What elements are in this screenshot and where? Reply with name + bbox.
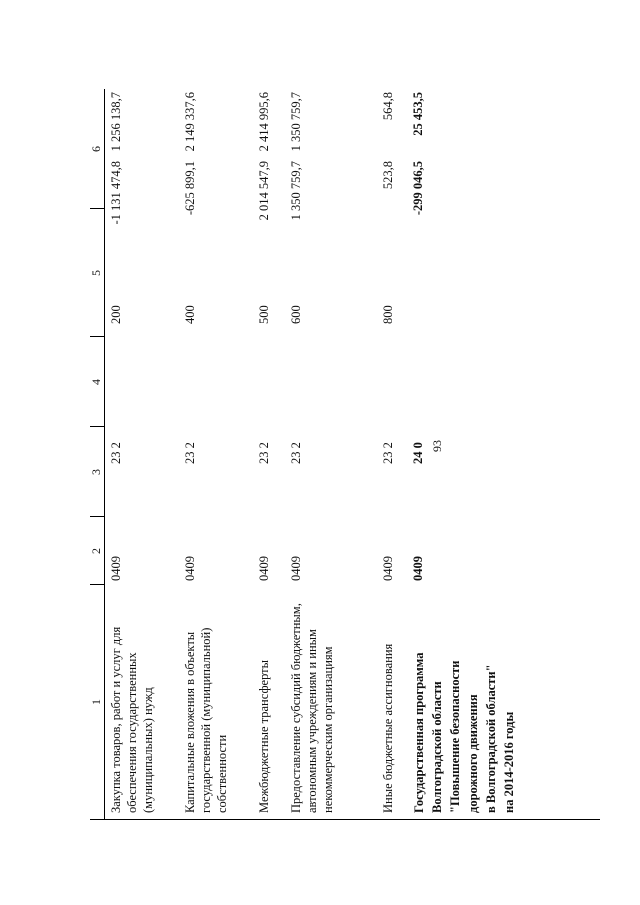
row-amount-change: 523,8 [381, 161, 395, 190]
row-name: Капитальные вложения в объекты государственной (муниципальной) собственности [183, 627, 229, 813]
row-amount-change: -299 046,5 [411, 161, 425, 216]
row-name-line: на 2014-2016 годы [502, 711, 516, 813]
column-header-5: 5 [90, 209, 105, 337]
budget-table [90, 89, 600, 820]
row-name-line: "Повышение безопасности [448, 660, 462, 813]
column-header-2: 2 [90, 517, 105, 585]
header-divider [90, 208, 104, 209]
row-section-code: 0409 [257, 556, 271, 581]
row-amount-change: 2 014 547,9 [257, 161, 271, 221]
row-name: Иные бюджетные ассигнования [381, 643, 395, 813]
header-divider [90, 336, 104, 337]
row-expense-type: 600 [289, 305, 303, 324]
row-amount-total: 2 414 995,6 [257, 92, 271, 152]
row-amount-total: 25 453,5 [411, 92, 425, 136]
row-amount-change: -625 899,1 [183, 161, 197, 216]
row-program-code: 23 2 [109, 442, 123, 464]
row-program-code: 23 2 [257, 442, 271, 464]
row-expense-type: 400 [183, 305, 197, 324]
row-name: Предоставление субсидий бюджетным, автономным учреждениям и иным некоммерческим организациям [289, 603, 335, 813]
row-name: Закупка товаров, работ и услуг для обеспечения государственных (муниципальных) нужд [109, 626, 155, 813]
row-program-code: 24 0 [411, 442, 425, 464]
row-amount-total: 2 149 337,6 [183, 92, 197, 152]
header-divider [90, 426, 104, 427]
row-section-code: 0409 [289, 556, 303, 581]
row-name-line: дорожного движения [466, 694, 480, 813]
row-amount-total: 1 350 759,7 [289, 92, 303, 152]
row-name [410, 653, 518, 813]
header-divider [90, 516, 104, 517]
row-name: Межбюджетные трансферты [257, 659, 271, 813]
row-amount-change: 1 350 759,7 [289, 161, 303, 221]
row-section-code: 0409 [411, 556, 425, 581]
row-name-line: в Волгоградской области" [484, 664, 498, 813]
row-amount-total: 564,8 [381, 92, 395, 121]
row-program-code: 23 2 [289, 442, 303, 464]
row-program-code: 23 2 [381, 442, 395, 464]
column-header-6: 6 [90, 89, 105, 209]
row-amount-total: 1 256 138,7 [109, 92, 123, 152]
column-header-4: 4 [90, 337, 105, 427]
row-section-code: 0409 [381, 556, 395, 581]
row-program-code: 23 2 [183, 442, 197, 464]
row-name-line: Государственная программа [412, 652, 426, 813]
row-name-line: Волгоградской области [430, 681, 444, 813]
row-section-code: 0409 [109, 556, 123, 581]
row-expense-type: 500 [257, 305, 271, 324]
column-header-3: 3 [90, 427, 105, 517]
column-header-1: 1 [90, 585, 105, 819]
row-expense-type: 200 [109, 305, 123, 324]
row-expense-type: 800 [381, 305, 395, 324]
row-amount-change: -1 131 474,8 [109, 161, 123, 225]
page-number: 93 [430, 440, 444, 452]
row-section-code: 0409 [183, 556, 197, 581]
header-divider [90, 584, 104, 585]
